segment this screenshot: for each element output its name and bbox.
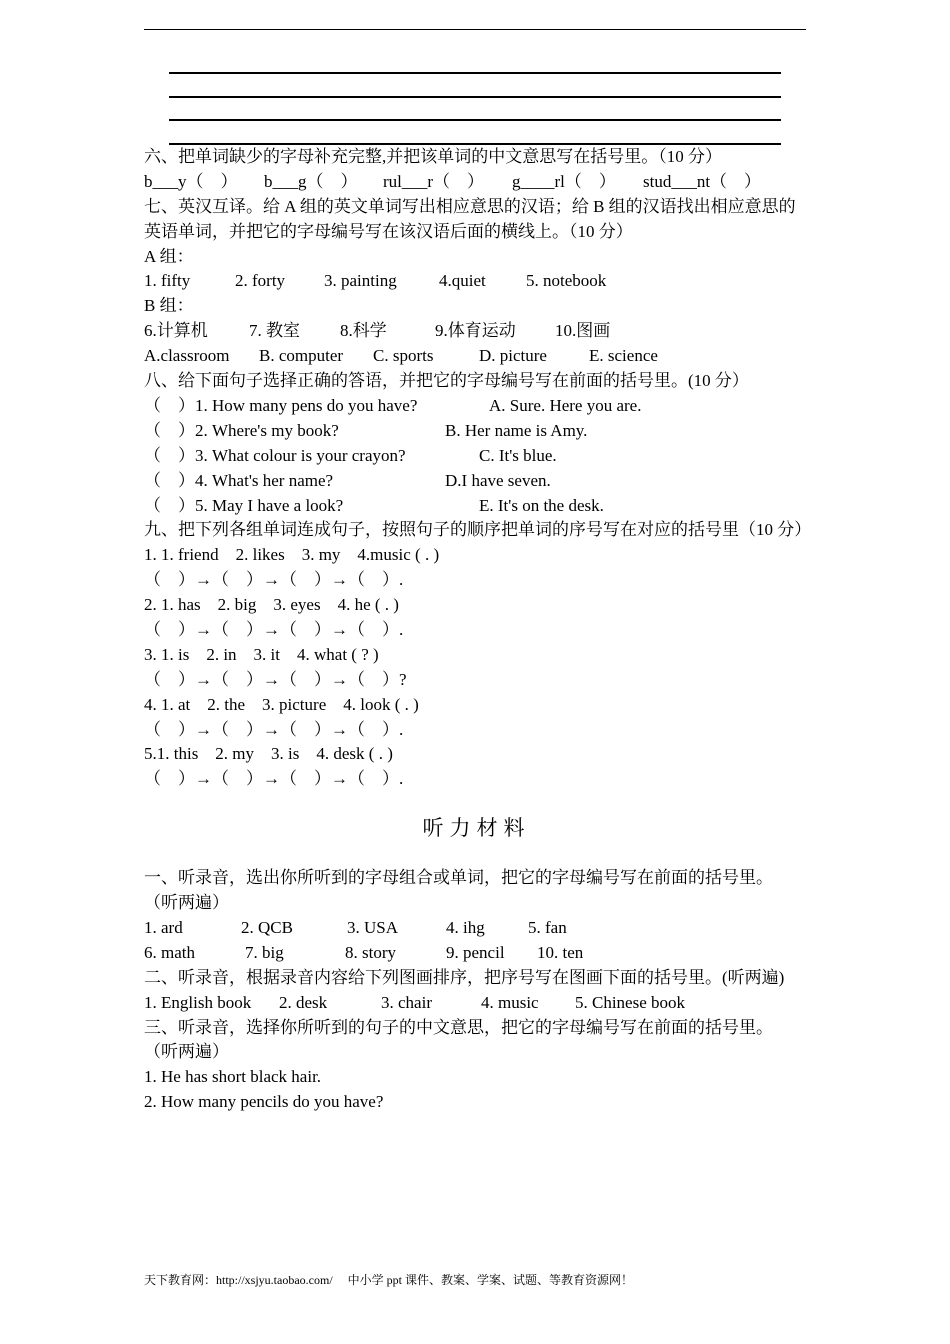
listening-item: 1. ard xyxy=(144,918,183,937)
listening-item: 10. ten xyxy=(537,942,584,962)
listening-part-1-title: 一、听录音，选出你所听到的字母组合或单词，把它的字母编号写在前面的括号里。 xyxy=(144,868,773,888)
listening-part-3-title: 三、听录音，选择你所听到的句子的中文意思，把它的字母编号写在前面的括号里。 xyxy=(144,1017,773,1037)
listening-item: 5. fan xyxy=(528,918,567,937)
listening-sentence: 2. How many pencils do you have? xyxy=(144,1092,384,1112)
option-item: C. sports xyxy=(373,346,434,366)
order-blanks: （ ）→（ ）→（ ）→（ ）? xyxy=(144,669,407,689)
question-text: （ ）4. What's her name? xyxy=(144,470,334,490)
question-text: （ ）3. What colour is your crayon? xyxy=(144,445,406,465)
section-6-title: 六、把单词缺少的字母补充完整,并把该单词的中文意思写在括号里。（10 分） xyxy=(144,147,722,166)
question-row xyxy=(144,444,809,469)
listening-title: 听力材料 xyxy=(422,816,531,841)
question-row xyxy=(144,394,809,419)
question-row xyxy=(144,419,809,444)
group-a-words xyxy=(144,269,809,294)
order-blanks: （ ）→（ ）→（ ）→（ ）. xyxy=(144,570,404,590)
section-7-title: 七、英汉互译。给 A 组的英文单词写出相应意思的汉语；给 B 组的汉语找出相应意思的英语单词，并把它的字母编号写在该汉语后面的横线上。（10 分） xyxy=(144,196,796,241)
order-blanks: （ ）→（ ）→（ ）→（ ）. xyxy=(144,769,404,789)
word-item: rul___r（ ） xyxy=(383,171,485,191)
listening-part-1-row xyxy=(144,941,809,966)
order-blanks: （ ）→（ ）→（ ）→（ ）. xyxy=(144,619,404,639)
group-a-label: A 组： xyxy=(144,246,194,266)
listening-item: 5. Chinese book xyxy=(575,992,686,1012)
question-text: （ ）5. May I have a look? xyxy=(144,495,344,515)
listening-part-2-title: 二、听录音，根据录音内容给下列图画排序，把序号写在图画下面的括号里。(听两遍) xyxy=(144,967,785,987)
group-b-item: 8.科学 xyxy=(340,321,387,341)
group-a-item: 5. notebook xyxy=(526,271,607,291)
question-text: （ ）1. How many pens do you have? xyxy=(144,395,418,415)
group-b-item: 7. 教室 xyxy=(249,321,300,341)
option-item: E. science xyxy=(589,346,658,366)
listening-item: 8. story xyxy=(345,942,396,962)
answer-line xyxy=(169,96,781,98)
option-item: B. computer xyxy=(259,346,344,366)
answer-text: C. It's blue. xyxy=(479,445,557,465)
listening-item: 4. music xyxy=(481,992,539,1012)
listening-item: 7. big xyxy=(245,942,284,962)
listening-part-1-row xyxy=(144,916,809,941)
word-group: 4. 1. at 2. the 3. picture 4. look ( . ) xyxy=(144,694,419,714)
answer-text: E. It's on the desk. xyxy=(479,495,604,515)
word-group: 5.1. this 2. my 3. is 4. desk ( . ) xyxy=(144,744,393,764)
answer-text: B. Her name is Amy. xyxy=(445,420,588,440)
answer-line xyxy=(169,119,781,121)
answer-line xyxy=(169,72,781,74)
answer-text: A. Sure. Here you are. xyxy=(489,395,642,415)
word-group: 1. 1. friend 2. likes 3. my 4.music ( . ) xyxy=(144,545,440,565)
word-item: stud___nt（ ） xyxy=(643,171,762,191)
listening-part-1-note: （听两遍） xyxy=(144,893,229,913)
group-b-label: B 组： xyxy=(144,296,194,316)
listening-item: 3. USA xyxy=(347,918,399,937)
question-row xyxy=(144,469,809,494)
word-group: 2. 1. has 2. big 3. eyes 4. he ( . ) xyxy=(144,595,399,615)
group-b-options xyxy=(144,344,809,369)
listening-item: 2. QCB xyxy=(241,918,293,937)
option-item: D. picture xyxy=(479,346,547,366)
group-b-item: 10.图画 xyxy=(555,321,611,341)
word-item: b___y（ ） xyxy=(144,171,238,191)
listening-part-3-note: （听两遍） xyxy=(144,1042,229,1062)
listening-item: 3. chair xyxy=(381,992,432,1012)
listening-sentence: 1. He has short black hair. xyxy=(144,1067,322,1087)
question-text: （ ）2. Where's my book? xyxy=(144,420,339,440)
listening-item: 6. math xyxy=(144,942,195,962)
header-rule xyxy=(144,29,806,30)
group-b-item: 6.计算机 xyxy=(144,321,208,341)
exam-content xyxy=(144,145,812,1115)
answer-text: D.I have seven. xyxy=(445,470,551,490)
group-a-item: 1. fifty xyxy=(144,271,191,291)
section-6-words xyxy=(144,170,809,195)
section-8-title: 八、给下面句子选择正确的答语，并把它的字母编号写在前面的括号里。(10 分） xyxy=(144,371,749,391)
word-group: 3. 1. is 2. in 3. it 4. what ( ? ) xyxy=(144,644,379,664)
question-row xyxy=(144,494,809,519)
group-b-item: 9.体育运动 xyxy=(435,321,516,341)
group-b-words xyxy=(144,319,809,344)
listening-part-2-row xyxy=(144,991,809,1016)
listening-item: 9. pencil xyxy=(446,942,505,962)
listening-item: 1. English book xyxy=(144,992,252,1012)
group-a-item: 2. forty xyxy=(235,271,286,291)
page-footer: 天下教育网：http://xsjyu.taobao.com/ 中小学 ppt 课件、教案、学案、试题、等教育资源网！ xyxy=(144,1273,633,1287)
group-a-item: 3. painting xyxy=(324,271,397,291)
order-blanks: （ ）→（ ）→（ ）→（ ）. xyxy=(144,719,404,739)
section-9-title: 九、把下列各组单词连成句子，按照句子的顺序把单词的序号写在对应的括号里（10 分） xyxy=(144,520,812,540)
word-item: b___g（ ） xyxy=(264,171,358,191)
listening-item: 4. ihg xyxy=(446,918,485,937)
option-item: A.classroom xyxy=(144,346,230,366)
group-a-item: 4.quiet xyxy=(439,271,486,291)
listening-item: 2. desk xyxy=(279,992,328,1012)
word-item: g____rl（ ） xyxy=(512,171,616,191)
